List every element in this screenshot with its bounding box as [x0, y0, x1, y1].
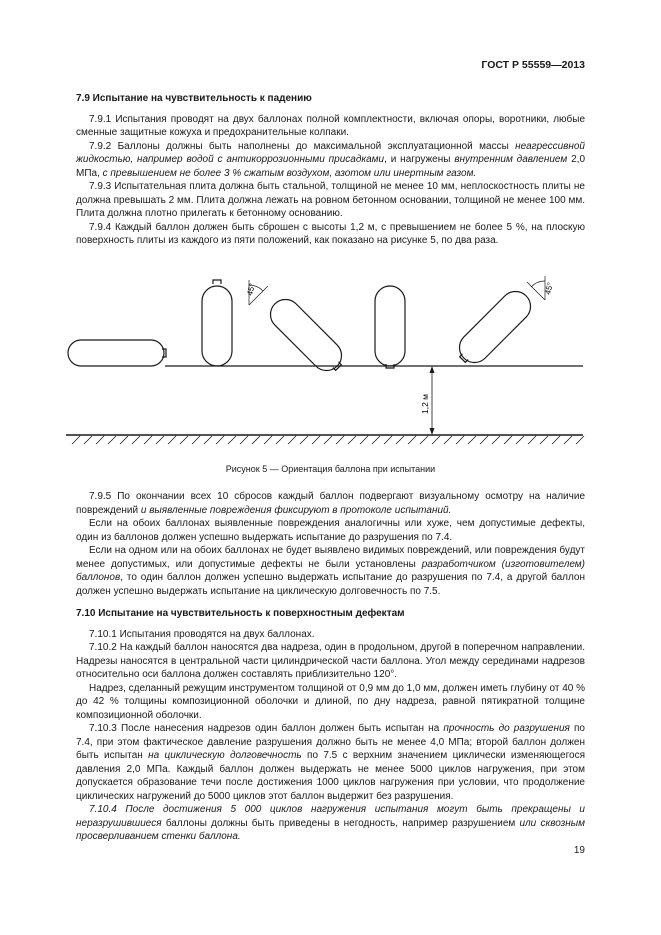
section-7-9-continued: [76, 490, 585, 598]
paragraph: Если на обоих баллонах выявленные повреждения аналогичны или хуже, чем допустимые дефекты, один из баллонов должен успешно выдержать испытание до разрушения по 7.4.: [76, 518, 585, 543]
paragraph: 7.10.2 На каждый баллон наносятся два надреза, один в продольном, другой в поперечном направлении. Надрезы наносятся в центральной части цилиндрической части баллона. Угол между серединами надрезов относительно оси баллона должен составлять приблизительно 120°.: [76, 642, 585, 680]
paragraph: Надрез, сделанный режущим инструментом толщиной от 0,9 мм до 1,0 мм, должен иметь глубину от 40 % до 42 % толщины композиционной оболочки и длиной, по дну надреза, равной пятикратной толщине композиционной оболочки.: [76, 682, 585, 721]
paragraph: 7.9.4 Каждый баллон должен быть сброшен с высоты 1,2 м, с превышением не более 5 %, на плоскую поверхность плиты из каждого из пяти положений, как показано на рисунке 5, по два раза.: [76, 221, 585, 246]
cylinder-tilted-45-right: [452, 285, 537, 370]
paragraph: 7.10.1 Испытания проводятся на двух баллонах.: [89, 628, 315, 640]
angle-label-1: 45°: [245, 282, 258, 297]
paragraph: 7.9.1 Испытания проводят на двух баллонах полной комплектности, включая опоры, воротники, любые сменные защитные кожуха и предохранительные колпаки.: [76, 113, 585, 138]
section-7-10: [76, 607, 585, 844]
section-heading: 7.10 Испытание на чувствительность к поверхностным дефектам: [76, 608, 405, 619]
document-standard-header: ГОСТ Р 55559—2013: [481, 59, 585, 71]
angle-mark-2: [527, 276, 545, 300]
height-label: 1,2 м: [420, 393, 430, 414]
cylinder-vertical-neck-up: [375, 286, 405, 368]
paragraph: 7.10.4 После достижения 5 000 циклов нагружения испытания могут быть прекращены и неразрушившиеся баллоны должны быть приведены в негодность, например разрушением или сквозным просверливанием стенки баллона.: [76, 804, 586, 842]
page-number: 19: [573, 845, 585, 856]
cylinder-horizontal: [68, 340, 166, 366]
figure-caption: Рисунок 5 — Ориентация баллона при испытании: [225, 464, 436, 474]
paragraph: 7.9.2 Баллоны должны быть наполнены до максимальной эксплуатационной массы неагрессивной жидкостью, например водой с антикоррозионными присадками, и нагружены внутренним давлением 2,0 МПа, с превышением не более 3 % сжатым воздухом, азотом или инертным газом.: [76, 140, 586, 179]
paragraph: 7.10.3 После нанесения надрезов один баллон должен быть испытан на прочность до разрушения по 7.4, при этом фактическое давление разрушения должно быть не менее 4,0 МПа; второй баллон должен быть испытан на циклическую долговечность по 7.5 с верхним значением циклически изменяющегося давления 2,0 МПа. Каждый баллон должен выдержать не менее 5000 циклов нагружения, при этом допускается образование течи после достижения 1000 циклов нагружения при условии, что продолжение циклических нагружений до 5000 циклов этот баллон выдержит без разрушения.: [76, 723, 585, 802]
angle-label-2: 45°: [543, 281, 556, 296]
paragraph: 7.9.5 По окончании всех 10 сбросов каждый баллон подвергают визуальному осмотру на наличие повреждений и выявленные повреждения фиксируют в протоколе испытаний.: [76, 491, 585, 516]
ground-hatching: [72, 436, 584, 444]
section-heading: 7.9 Испытание на чувствительность к падению: [76, 93, 312, 104]
cylinder-vertical-neck-down: [202, 280, 232, 366]
paragraph: 7.9.3 Испытательная плита должна быть стальной, толщиной не менее 10 мм, неплоскостность плиты не должна превышать 2 мм. Плита должна лежать на ровном бетонном основании, толщиной не менее 100 мм. Плита должна плотно прилегать к бетонному основанию.: [76, 181, 585, 219]
paragraph: Если на одном или на обоих баллонах не будет выявлено видимых повреждений, или повреждения будут менее допустимых, или допустимые дефекты не были установлены разработчиком (изготовителем) баллонов, то один баллон должен успешно выдержать испытание до разрушения по 7.4, а другой баллон должен успешно выдержать испытание на циклическую долговечность по 7.5.: [76, 545, 585, 597]
